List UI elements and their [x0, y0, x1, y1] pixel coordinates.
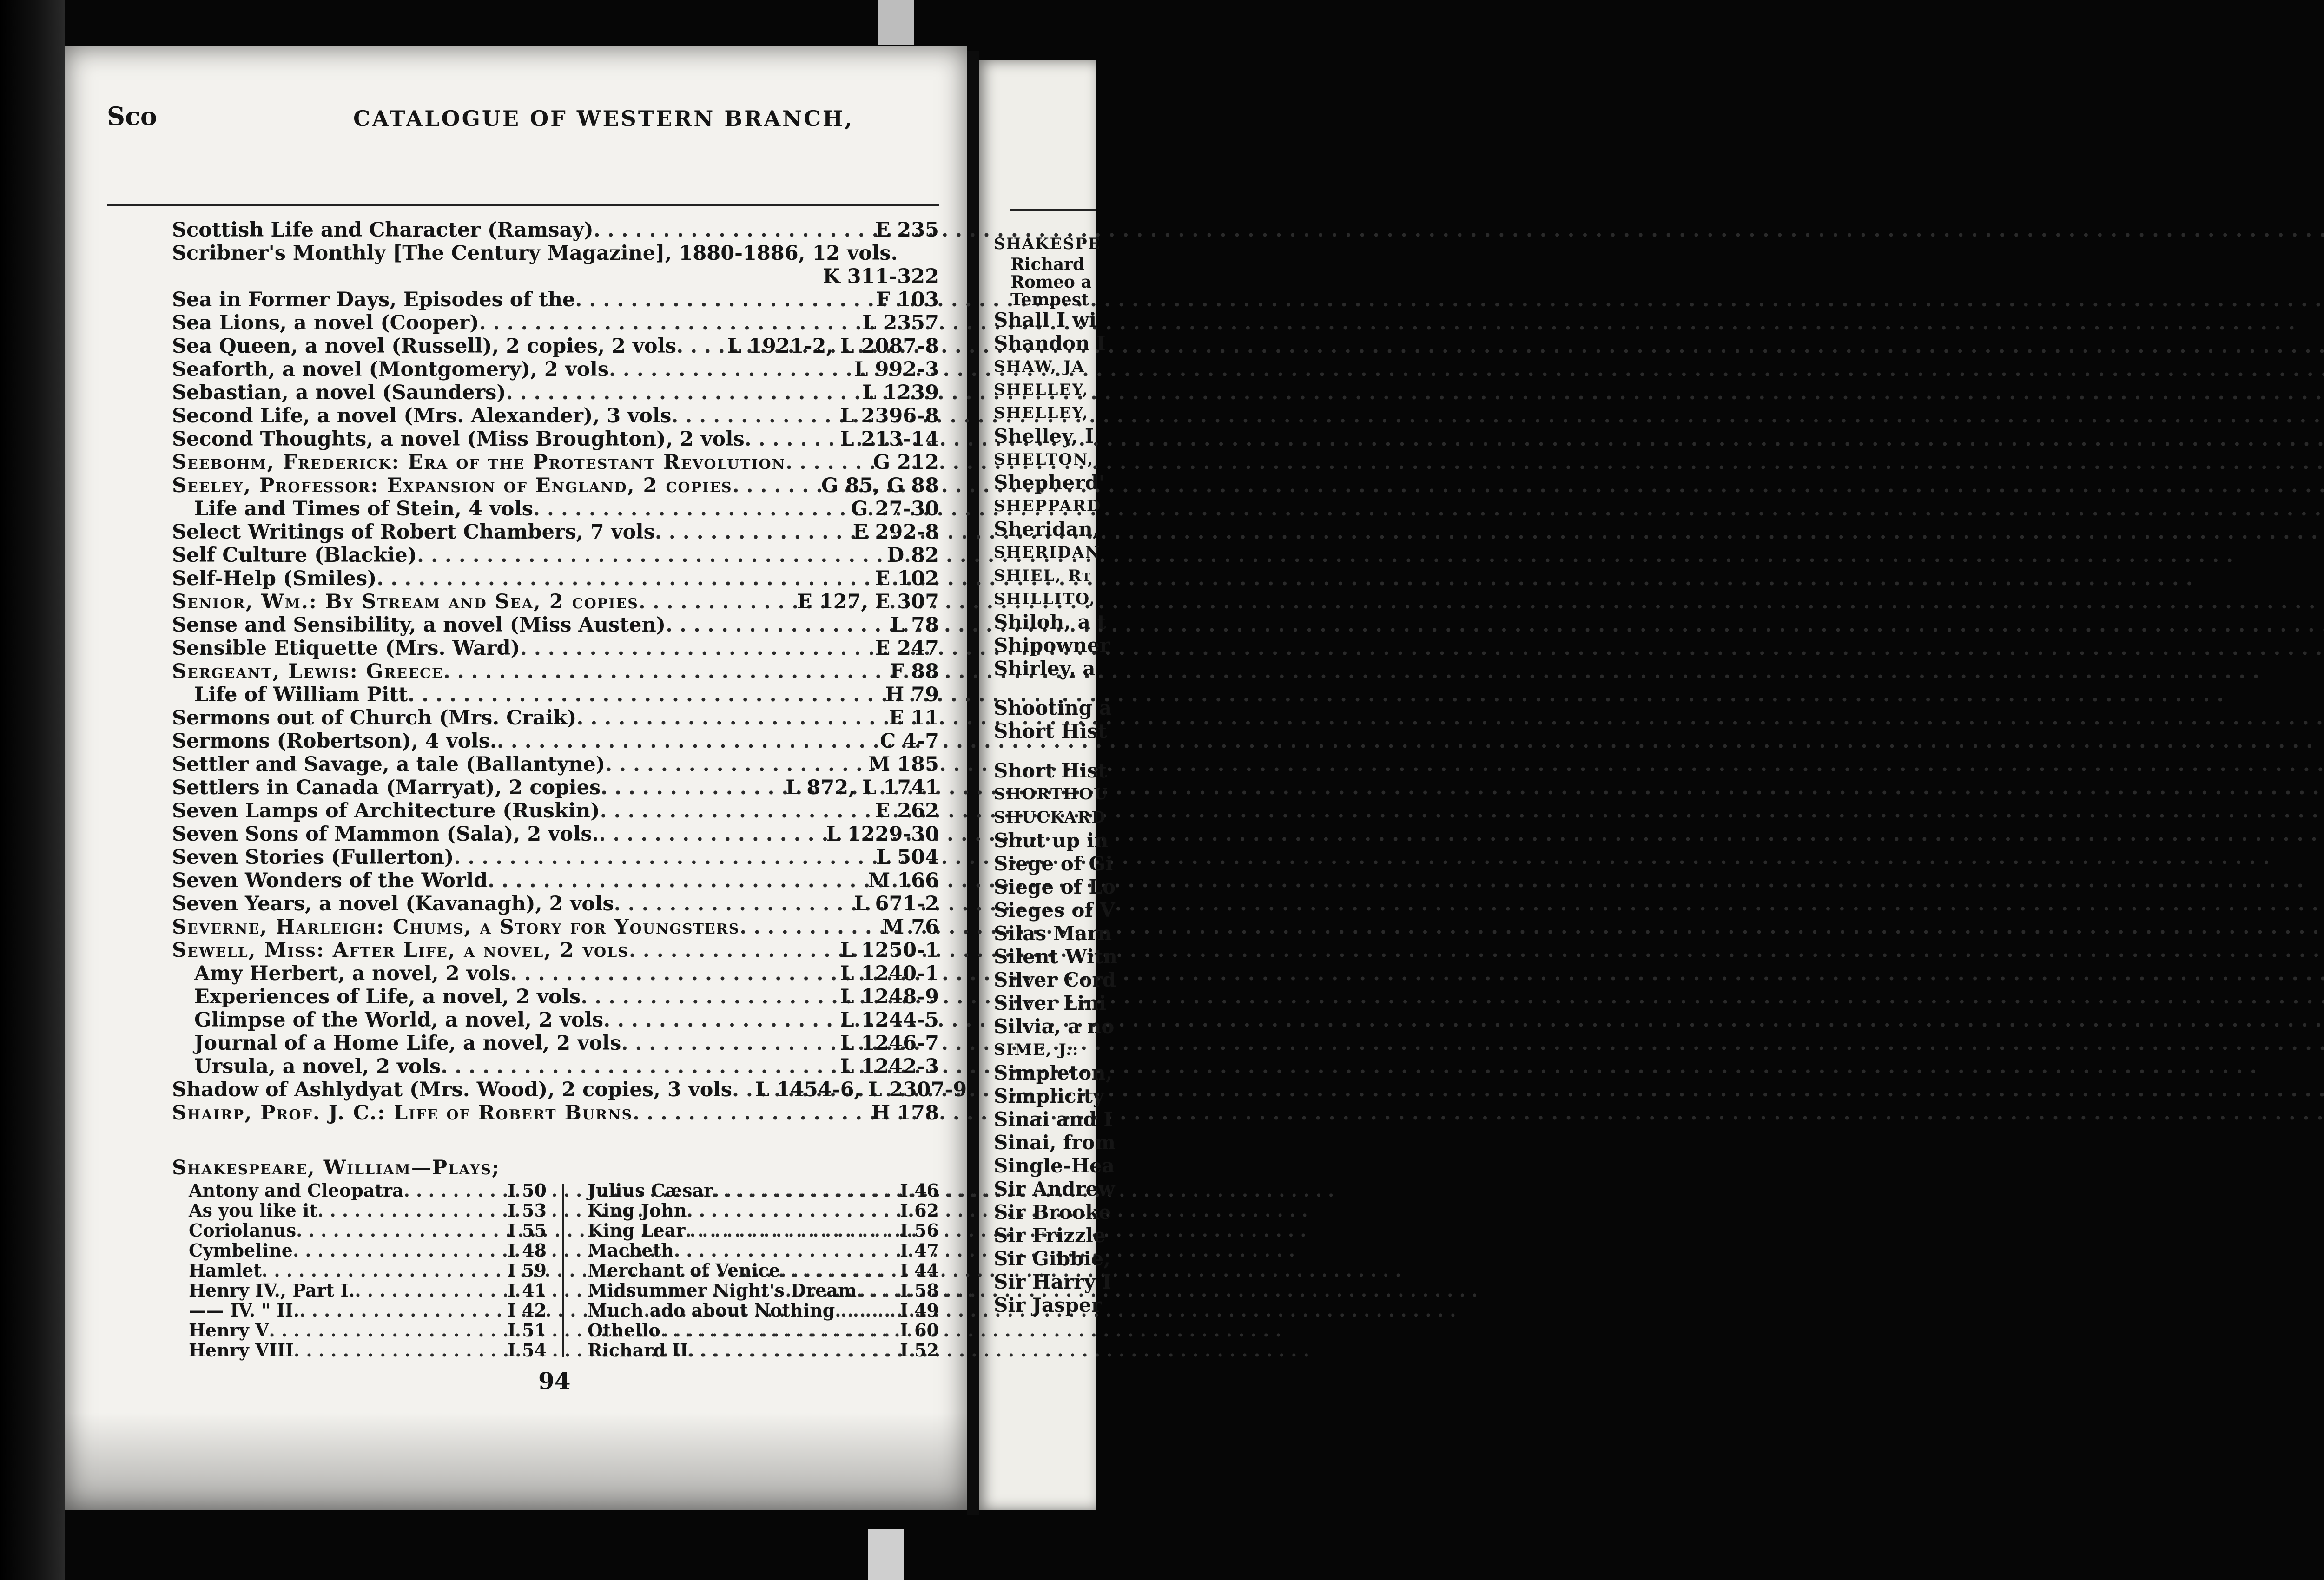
catalogue-entry: Self Culture (Blackie) . . . D 82	[172, 544, 939, 567]
catalogue-entry: Scottish Life and Character (Ramsay) . . . E 235	[172, 218, 939, 242]
facing-entry: SIME, J.:	[994, 1040, 1079, 1059]
catalogue-entry: Life of William Pitt . . . H 79	[172, 683, 939, 706]
catalogue-entry: Sermons out of Church (Mrs. Craik) . . . E 11	[172, 706, 939, 730]
facing-entry: Siege of Lo	[994, 876, 1116, 898]
facing-entry: Sinai and I	[994, 1108, 1113, 1131]
facing-entry: Sheridan,	[994, 518, 1100, 540]
facing-entry: Richard	[1010, 255, 1085, 274]
catalogue-entry: Sebastian, a novel (Saunders) . . . L 1239	[172, 381, 939, 404]
facing-entry: Tempest	[1010, 290, 1089, 309]
facing-entry: Short Hist	[994, 759, 1107, 782]
facing-entry: Single-Hea	[994, 1154, 1115, 1177]
catalogue-entry: Severne, Harleigh: Chums, a Story for Youngsters . . . M 76	[172, 915, 939, 939]
play-entry: Henry IV., Part I. . . . I 41	[189, 1280, 547, 1300]
catalogue-entry: Shadow of Ashlydyat (Mrs. Wood), 2 copies, 3 vols . . . L 1454-6, L 2307-9	[172, 1078, 939, 1101]
play-entry: Midsummer Night's Dream . . . I 58	[588, 1280, 939, 1300]
facing-entry: Shiloh, a t	[994, 611, 1106, 633]
facing-entry: Romeo a	[1010, 272, 1092, 292]
catalogue-entry: Senior, Wm.: By Stream and Sea, 2 copies . . . E 127, E 307	[172, 590, 939, 613]
play-entry: Antony and Cleopatra . . . I 50	[189, 1180, 547, 1200]
facing-entry: Sir Jasper	[994, 1294, 1102, 1317]
facing-entry: Shipowner	[994, 634, 1110, 657]
plays-column-right	[588, 1180, 939, 1360]
facing-entry: Silver Lini	[994, 992, 1107, 1014]
catalogue-entry: Sergeant, Lewis: Greece . . . F 88	[172, 660, 939, 683]
play-entry: Coriolanus . . . I 55	[189, 1220, 547, 1240]
catalogue-entry: Experiences of Life, a novel, 2 vols . . . L 1248-9	[172, 985, 939, 1008]
facing-entry: Sir Frizzle	[994, 1224, 1106, 1247]
facing-entry: Silvia, a no	[994, 1015, 1115, 1038]
catalogue-entry: Sewell, Miss: After Life, a novel, 2 vols . . . L 1250-1	[172, 939, 939, 962]
facing-entry: Silver Cord	[994, 968, 1116, 991]
facing-entry: Sir Gibbie,	[994, 1247, 1110, 1270]
catalogue-entry: Self-Help (Smiles) . . . E 102	[172, 567, 939, 590]
facing-entry: Siege of Gi	[994, 852, 1113, 875]
catalogue-entry: Sense and Sensibility, a novel (Miss Austen) . . . L 78	[172, 613, 939, 637]
play-entry: Cymbeline . . . I 48	[189, 1240, 547, 1260]
page-number: 94	[538, 1367, 571, 1395]
play-entry: Richard II . . . I 52	[588, 1340, 939, 1360]
column-divider	[562, 1184, 564, 1357]
binding-clip-bottom	[868, 1529, 904, 1580]
play-entry: King John . . . I 62	[588, 1200, 939, 1220]
catalogue-entry: Settler and Savage, a tale (Ballantyne) . . . M 185	[172, 753, 939, 776]
facing-entry: SHELTON,	[994, 450, 1094, 469]
facing-entry: Sieges of V	[994, 899, 1115, 922]
facing-entry: SHIEL, Rt	[994, 566, 1092, 585]
facing-entry: Shall I wi	[994, 309, 1096, 331]
catalogue-entry: Second Thoughts, a novel (Miss Broughton), 2 vols . . . L 213-14	[172, 428, 939, 451]
catalogue-entry: Shairp, Prof. J. C.: Life of Robert Burns . . . H 178	[172, 1101, 939, 1125]
facing-entry: Shut up in	[994, 829, 1109, 852]
catalogue-entry: Seven Years, a novel (Kavanagh), 2 vols . . . L 671-2	[172, 892, 939, 915]
play-entry: As you like it . . . I 53	[189, 1200, 547, 1220]
facing-entry: Simpleton,	[994, 1061, 1113, 1084]
catalogue-entries	[172, 218, 967, 1125]
play-entry: Henry VIII . . . I 54	[189, 1340, 547, 1360]
catalogue-entry: Seven Lamps of Architecture (Ruskin) . . . E 262	[172, 799, 939, 823]
catalogue-entry: Seaforth, a novel (Montgomery), 2 vols . . . L 992-3	[172, 358, 939, 381]
facing-entry: Shelley, I	[994, 425, 1094, 448]
catalogue-entry: Sea Lions, a novel (Cooper) . . . L 2357	[172, 311, 939, 335]
facing-entry: Silas Marn	[994, 922, 1112, 945]
facing-entry: SHERIDAN	[994, 543, 1101, 562]
facing-entry: Sir Andrew	[994, 1178, 1115, 1200]
facing-entry: SHAW, JA	[994, 357, 1085, 376]
catalogue-entry: Sensible Etiquette (Mrs. Ward) . . . E 247	[172, 637, 939, 660]
play-entry: Julius Cæsar . . . I 46	[588, 1180, 939, 1200]
page-header	[107, 101, 939, 143]
catalogue-entry: Scribner's Monthly [The Century Magazine], 1880-1886, 12 vols. K 311-322	[172, 242, 939, 288]
catalogue-entry: Amy Herbert, a novel, 2 vols . . . L 1240-1	[172, 962, 939, 985]
catalogue-entry: Life and Times of Stein, 4 vols . . . G 27-30	[172, 497, 939, 520]
facing-entry: Shandon I	[994, 332, 1106, 355]
facing-entry: SHELLEY,	[994, 381, 1089, 399]
plays-column-left	[189, 1180, 547, 1360]
facing-entry: Sinai, from	[994, 1131, 1116, 1154]
play-entry: King Lear . . . I 56	[588, 1220, 939, 1240]
catalogue-entry: Seven Stories (Fullerton) . . . L 504	[172, 846, 939, 869]
page-title: CATALOGUE OF WESTERN BRANCH,	[353, 106, 854, 131]
facing-entry: Silent Witn	[994, 945, 1117, 968]
facing-entry: SHORTHOU	[994, 785, 1109, 803]
play-entry: Othello . . . I 60	[588, 1320, 939, 1340]
catalogue-entry: Select Writings of Robert Chambers, 7 vols . . . E 292-8	[172, 520, 939, 544]
catalogue-entry: Seeley, Professor: Expansion of England, 2 copies . . . G 85, G 88	[172, 474, 939, 497]
catalogue-entry: Seven Wonders of the World . . . M 166	[172, 869, 939, 892]
catalogue-entry: Sermons (Robertson), 4 vols. . . . C 4-7	[172, 730, 939, 753]
facing-entry: Shepherd'	[994, 471, 1105, 494]
binding-clip-top	[878, 0, 914, 45]
play-entry: Henry V . . . I 51	[189, 1320, 547, 1340]
facing-entry: Simplicity	[994, 1085, 1104, 1107]
facing-entry: SHUCKARD	[994, 808, 1106, 827]
catalogue-entry: Ursula, a novel, 2 vols . . . L 1242-3	[172, 1055, 939, 1078]
play-entry: —— IV. " II. . . . I 42	[189, 1300, 547, 1320]
facing-entry: Shirley, a	[994, 657, 1096, 680]
facing-entry: SHELLEY,	[994, 404, 1089, 422]
facing-page-rule	[1010, 209, 1096, 211]
facing-entry: Short Hist	[994, 720, 1107, 743]
shakespeare-plays-heading: Shakespeare, William—Plays;	[172, 1156, 500, 1179]
play-entry: Macbeth . . . I 47	[588, 1240, 939, 1260]
catalogue-entry: Seebohm, Frederick: Era of the Protestant Revolution . . . G 212	[172, 451, 939, 474]
guide-word: Sco	[107, 101, 157, 131]
catalogue-entry: Settlers in Canada (Marryat), 2 copies . . . L 872, L 1741	[172, 776, 939, 799]
catalogue-entry: Sea in Former Days, Episodes of the . . . F 103	[172, 288, 939, 311]
scan-border-left	[0, 0, 65, 1580]
facing-entry: SHEPPARD	[994, 497, 1102, 515]
play-entry: Much ado about Nothing . . . I 49	[588, 1300, 939, 1320]
catalogue-entry: Glimpse of the World, a novel, 2 vols . . . L 1244-5	[172, 1008, 939, 1032]
play-entry: Merchant of Venice . . . I 44	[588, 1260, 939, 1280]
facing-entry-gap	[994, 743, 1101, 759]
facing-entry: Shooting a	[994, 697, 1112, 719]
facing-entry-gap	[994, 680, 1101, 697]
catalogue-entry: Second Life, a novel (Mrs. Alexander), 3 vols . . . L 2396-8	[172, 404, 939, 428]
facing-entry: SHILLITO,	[994, 590, 1096, 608]
catalogue-entry: Seven Sons of Mammon (Sala), 2 vols. . . . L 1229-30	[172, 823, 939, 846]
catalogue-entry: Sea Queen, a novel (Russell), 2 copies, 2 vols . . . L 1921-2, L 2087-8	[172, 335, 939, 358]
catalogue-entry: Journal of a Home Life, a novel, 2 vols . . . L 1246-7	[172, 1032, 939, 1055]
facing-entry: SHAKESPE	[994, 235, 1101, 253]
facing-entry: Sir Brooke	[994, 1201, 1111, 1224]
facing-page-entries	[994, 232, 1117, 1317]
facing-entry: Sir Harry I	[994, 1271, 1111, 1293]
play-entry: Hamlet . . . I 59	[189, 1260, 547, 1280]
header-rule	[107, 204, 939, 206]
